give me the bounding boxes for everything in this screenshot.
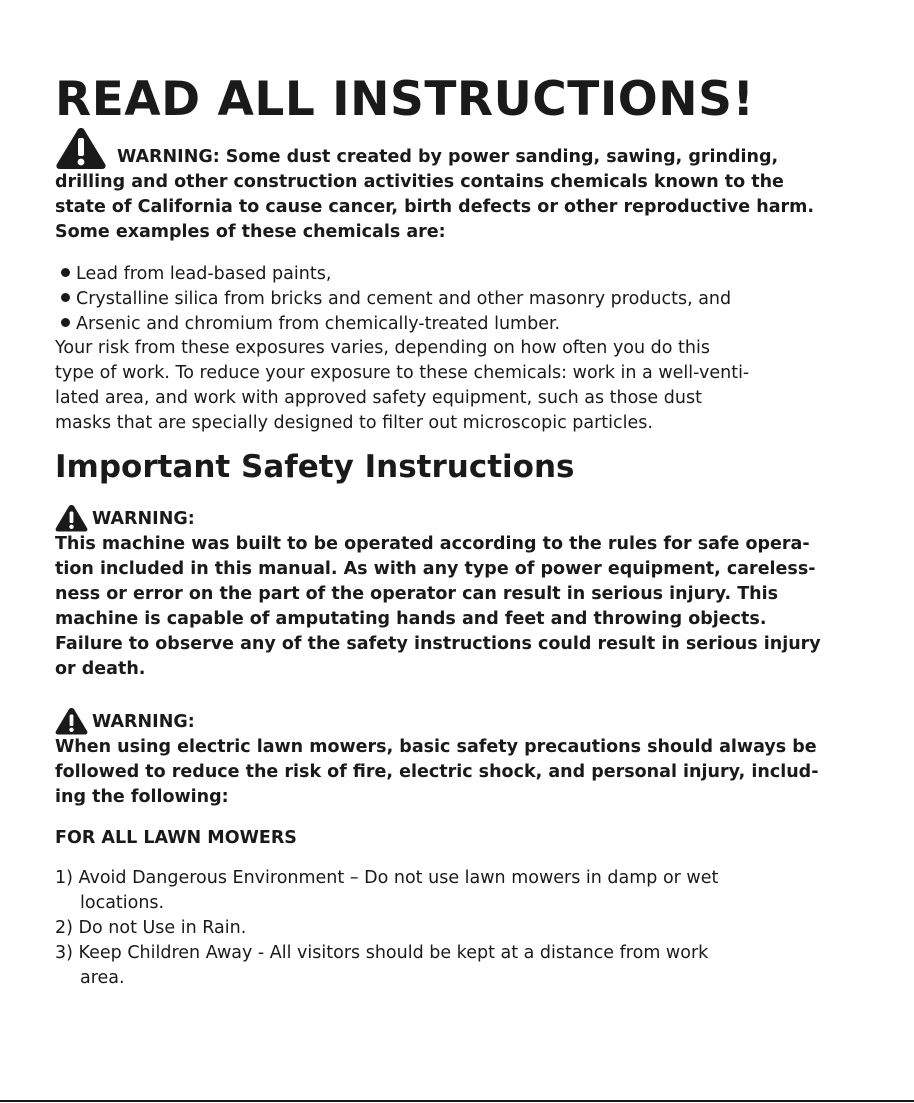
bullet-icon bbox=[61, 318, 70, 327]
list-item-continuation: locations. bbox=[80, 893, 165, 913]
bottom-divider bbox=[0, 1100, 914, 1102]
warning-triangle-icon bbox=[55, 504, 88, 532]
list-item: Crystalline silica from bricks and cement and other masonry products, and bbox=[55, 287, 731, 312]
list-item: 1) Avoid Dangerous Environment – Do not use lawn mowers in damp or wet bbox=[55, 868, 719, 888]
warning-label: WARNING: bbox=[92, 509, 195, 529]
list-item: 3) Keep Children Away - All visitors should be kept at a distance from work bbox=[55, 943, 709, 963]
warning-label: WARNING: bbox=[92, 712, 195, 732]
list-item-continuation: area. bbox=[80, 968, 125, 988]
prop65-line: Some examples of these chemicals are: bbox=[55, 222, 446, 242]
exposure-risk-paragraph: Your risk from these exposures varies, depending on how often you do this type of work. To reduce your exposure to these chemicals: work in a well-venti- lated area, and work with approved safety equipment, such as those dust masks that are specially designed to filter out microscopic particles. bbox=[55, 338, 750, 433]
warning-triangle-icon bbox=[55, 707, 88, 735]
list-item: Lead from lead-based paints, bbox=[55, 262, 731, 287]
lawn-mower-subhead: FOR ALL LAWN MOWERS bbox=[55, 828, 297, 848]
section-title: Important Safety Instructions bbox=[55, 449, 575, 485]
bullet-icon bbox=[61, 293, 70, 302]
prop65-warning bbox=[55, 126, 865, 245]
prop65-line: state of California to cause cancer, birth defects or other reproductive harm. bbox=[55, 197, 815, 217]
list-item: Arsenic and chromium from chemically-treated lumber. bbox=[55, 312, 731, 337]
page-title: READ ALL INSTRUCTIONS! bbox=[55, 72, 755, 127]
list-item: 2) Do not Use in Rain. bbox=[55, 918, 247, 938]
electric-mower-warning: WARNING: When using electric lawn mowers, basic safety precautions should always be followed to reduce the risk of fire, electric shock, and personal injury, includ- ing the following: bbox=[55, 703, 875, 810]
prop65-line: drilling and other construction activities contains chemicals known to the bbox=[55, 172, 784, 192]
prop65-warning-first-line bbox=[55, 126, 865, 170]
operation-warning: WARNING: This machine was built to be operated according to the rules for safe opera- tion included in this manual. As with any type of power equipment, careless- ness or error on the part of the operator can result in serious injury. This machine is capable of amputating hands and feet and throwing objects. Failure to observe any of the safety instructions could result in serious injury or death. bbox=[55, 500, 875, 682]
chemical-examples-list bbox=[55, 262, 731, 337]
warning-label-row bbox=[55, 500, 875, 532]
warning-triangle-icon bbox=[55, 126, 107, 170]
safety-rules-list bbox=[55, 866, 718, 991]
prop65-line: WARNING: Some dust created by power sanding, sawing, grinding, bbox=[117, 147, 779, 167]
warning-label-row bbox=[55, 703, 875, 735]
bullet-icon bbox=[61, 268, 70, 277]
